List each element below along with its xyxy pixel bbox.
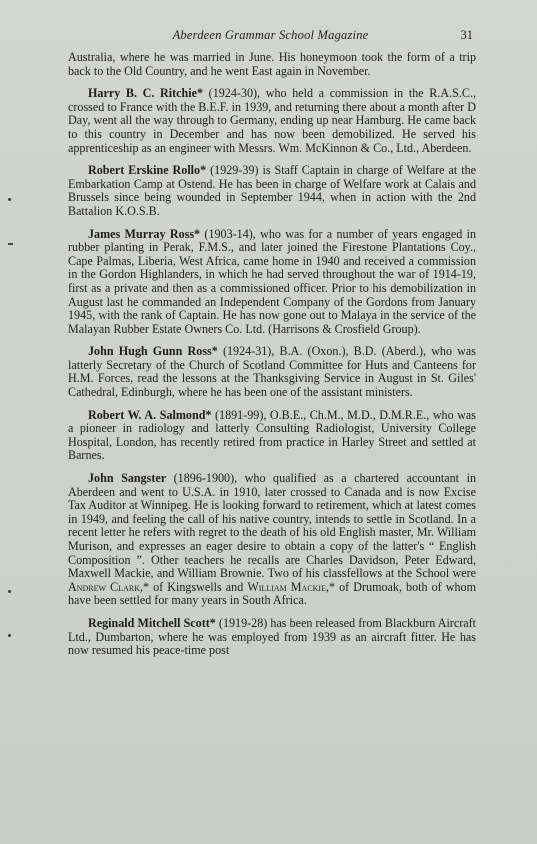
paragraph <box>68 164 476 218</box>
paragraph-text: Australia, where he was married in June. His honeymoon took the form of a trip back to the Old Country, and he went East again in November. <box>68 50 476 78</box>
magazine-title: Aberdeen Grammar School Magazine <box>172 28 369 42</box>
person-name: John Sangster <box>88 471 167 486</box>
running-header <box>68 28 473 46</box>
paragraph <box>68 87 476 155</box>
paragraph-text: (1924-31), B.A. (Oxon.), B.D. (Aberd.), who was latterly Secretary of the Church of Scotland Committee for Huts and Canteens for H.M. Forces, read the lessons at the Thanksgiving Service in August in St. Giles' Cathedral, Edinburgh, where he has been one of the assistant ministers. <box>68 344 476 400</box>
paragraph-text: (1929-39) is Staff Captain in charge of Welfare at the Embarkation Camp at Ostend. He has been in charge of Welfare work at Calais and Brussels since being wounded in September 1944, when in action with the 2nd Battalion K.O.S.B. <box>68 163 476 218</box>
paragraph-text: * of Kingswells and <box>143 579 248 594</box>
person-name: John Hugh Gunn Ross* <box>88 344 218 359</box>
paragraph-text: (1891-99), O.B.E., Ch.M., M.D., D.M.R.E., who was a pioneer in radiology and latterly Consulting Radiologist, University College Hospital, London, has recently retired from practice in Harley Street and settled at Barnes. <box>68 407 476 463</box>
paragraph-text: (1924-30), who held a commission in the R.A.S.C., crossed to France with the B.E.F. in 1939, and returning there about a month after D Day, went all the way through to Germany, ending up near Hamburg. He came back to this country in December and has now been demobilized. He served his apprenticeship as an engineer with Messrs. Wm. McKinnon & Co., Ltd., Aberdeen. <box>68 86 476 155</box>
paragraph <box>68 51 476 78</box>
paragraph-text: * of Drumoak, both of whom have been settled for many years in South Africa. <box>68 579 477 608</box>
paragraph <box>68 617 476 658</box>
paragraph-text: (1903-14), who was for a number of years engaged in rubber planting in Perak, F.M.S., and later joined the Firestone Plantations Coy., Cape Palmas, Liberia, West Africa, came home in 1940 and received a commission in the Gordon Highlanders, in which he had served throughout the war of 1914-19, first as a private and then as a commissioned officer. Prior to his demobilization in August last he commanded an Independent Company of the Gordons from January 1945, with the rank of Captain. He has now gone out to Malaya in the service of the Malayan Rubber Estate Owners Co. Ltd. (Harrisons & Crosfield Group). <box>68 226 476 336</box>
person-name: Reginald Mitchell Scott* <box>88 615 216 630</box>
paragraph <box>68 345 476 399</box>
person-name: James Murray Ross* <box>88 226 201 241</box>
margin-mark <box>8 243 13 245</box>
person-name: Robert W. A. Salmond* <box>88 407 212 422</box>
margin-mark <box>8 590 11 593</box>
classfellow-name: Andrew Clark, <box>68 579 144 594</box>
paragraph-text: (1919-28) has been released from Blackburn Aircraft Ltd., Dumbarton, where he was employed from 1939 as an aircraft fitter. He has now resumed his peace-time post <box>68 615 476 658</box>
classfellow-name: William Mackie, <box>247 579 330 594</box>
paragraph <box>68 409 476 463</box>
paragraph <box>68 228 476 337</box>
person-name: Harry B. C. Ritchie* <box>88 86 204 101</box>
paragraph-text: (1896-1900), who qualified as a chartered accountant in Aberdeen and went to U.S.A. in 1910, later crossed to Canada and is now Excise Tax Auditor at Winnipeg. He is looking forward to retirement, which at latest comes in 1949, and feeling the call of his native country, intends to settle in Scotland. In a recent letter he refers with regret to the death of his old English master, Mr. William Murison, and expresses an eager desire to obtain a copy of the latter's “ English Composition ”. Other teachers he recalls are Charles Davidson, Peter Edward, Maxwell Mackie, and William Brownie. Two of his classfellows at the School were <box>68 471 476 581</box>
margin-mark <box>8 198 11 201</box>
article-body <box>68 51 476 667</box>
paragraph <box>68 472 476 608</box>
page-number: 31 <box>460 28 473 42</box>
margin-mark <box>8 634 11 637</box>
person-name: Robert Erskine Rollo* <box>88 163 207 178</box>
